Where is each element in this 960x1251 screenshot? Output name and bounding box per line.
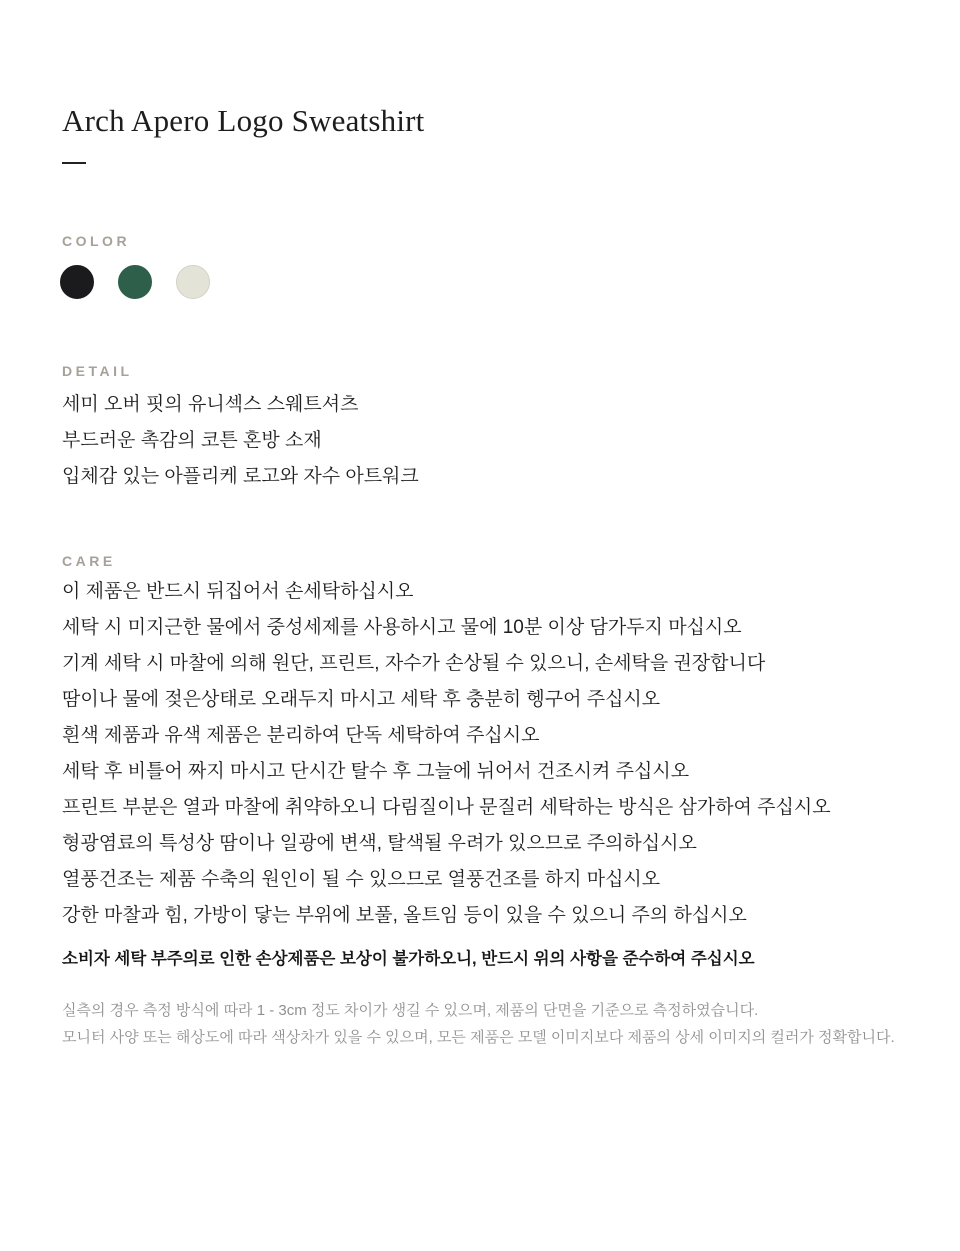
color-swatch-black[interactable] [60,265,94,299]
care-warning-text: 소비자 세탁 부주의로 인한 손상제품은 보상이 불가하오니, 반드시 위의 사항을 준수하여 주십시오 [62,950,755,968]
care-section-label: CARE [62,553,116,569]
care-line: 형광염료의 특성상 땀이나 일광에 변색, 탈색될 우려가 있으므로 주의하십시오 [62,833,697,854]
care-line: 열풍건조는 제품 수축의 원인이 될 수 있으므로 열풍건조를 하지 마십시오 [62,869,661,890]
note-line: 실측의 경우 측정 방식에 따라 1 - 3cm 정도 차이가 생길 수 있으며, 제품의 단면을 기준으로 측정하였습니다. [62,1002,759,1019]
detail-section-label: DETAIL [62,363,133,379]
color-swatch-row [60,265,900,299]
detail-line: 입체감 있는 아플리케 로고와 자수 아트워크 [62,466,419,487]
product-info-panel [0,100,960,1051]
measurement-notes [62,997,900,1051]
care-line: 기계 세탁 시 마찰에 의해 원단, 프린트, 자수가 손상될 수 있으니, 손세탁을 권장합니다 [62,653,766,674]
color-swatch-cream[interactable] [176,265,210,299]
detail-line: 세미 오버 핏의 유니섹스 스웨트셔츠 [62,394,359,415]
detail-lines [62,387,900,495]
care-lines [62,574,900,934]
color-swatch-green[interactable] [118,265,152,299]
care-line: 이 제품은 반드시 뒤집어서 손세탁하십시오 [62,581,414,602]
care-line: 세탁 후 비틀어 짜지 마시고 단시간 탈수 후 그늘에 뉘어서 건조시켜 주십시오 [62,761,690,782]
detail-line: 부드러운 촉감의 코튼 혼방 소재 [62,430,322,451]
note-line: 모니터 사양 또는 해상도에 따라 색상차가 있을 수 있으며, 모든 제품은 모델 이미지보다 제품의 상세 이미지의 컬러가 정확합니다. [62,1029,895,1046]
title-divider [62,162,86,164]
care-line: 세탁 시 미지근한 물에서 중성세제를 사용하시고 물에 10분 이상 담가두지 마십시오 [62,617,742,638]
care-line: 강한 마찰과 힘, 가방이 닿는 부위에 보풀, 올트임 등이 있을 수 있으니 주의 하십시오 [62,905,747,926]
page-title: Arch Apero Logo Sweatshirt [62,103,425,138]
care-line: 흰색 제품과 유색 제품은 분리하여 단독 세탁하여 주십시오 [62,725,540,746]
care-line: 땀이나 물에 젖은상태로 오래두지 마시고 세탁 후 충분히 헹구어 주십시오 [62,689,661,710]
color-section-label: COLOR [62,233,131,249]
care-line: 프린트 부분은 열과 마찰에 취약하오니 다림질이나 문질러 세탁하는 방식은 삼가하여 주십시오 [62,797,831,818]
